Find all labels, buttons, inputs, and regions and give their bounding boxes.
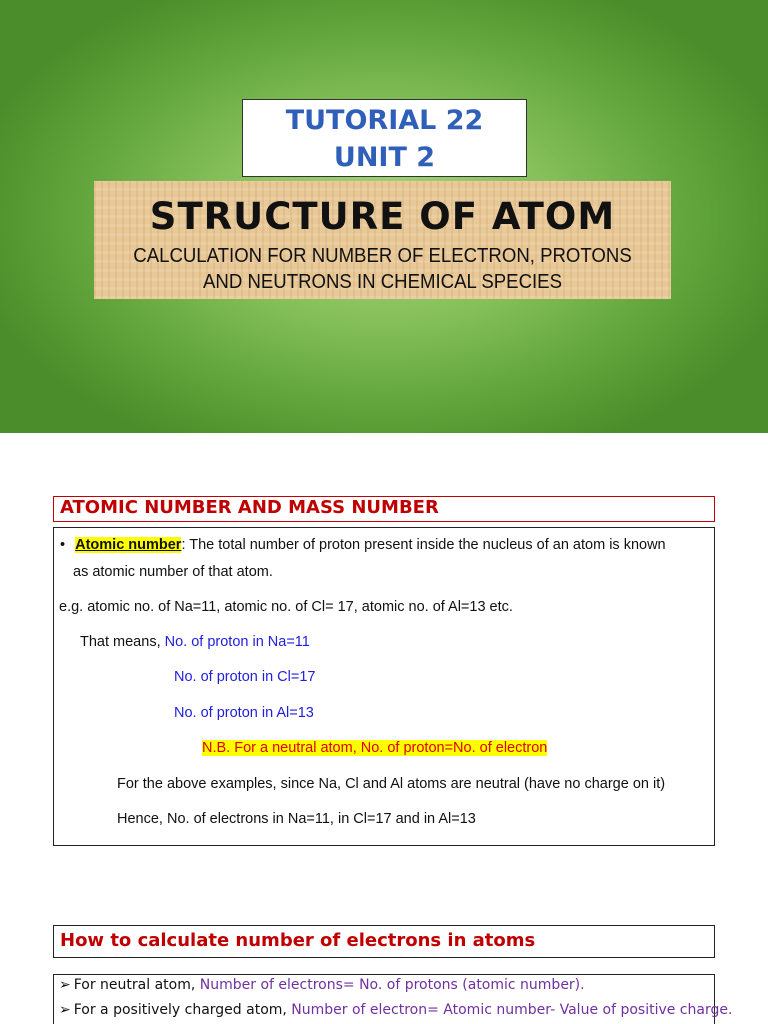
proton-al: No. of proton in Al=13 xyxy=(174,705,314,721)
proton-na: No. of proton in Na=11 xyxy=(164,634,310,650)
definition-line-1 xyxy=(60,537,666,553)
proton-cl: No. of proton in Cl=17 xyxy=(174,669,316,685)
list-item xyxy=(59,1002,732,1018)
definition-text-1: : The total number of proton present inside the nucleus of an atom is known xyxy=(181,537,666,553)
that-means-line xyxy=(80,634,310,650)
subtitle-line-1: CALCULATION FOR NUMBER OF ELECTRON, PROTONS xyxy=(133,245,632,267)
tutorial-number: TUTORIAL 22 xyxy=(285,105,484,136)
above-examples-line: For the above examples, since Na, Cl and Al atoms are neutral (have no charge on it) xyxy=(117,776,666,792)
neutral-atom-note: N.B. For a neutral atom, No. of proton=No. of electron xyxy=(202,740,548,756)
section-heading-electron-calc: How to calculate number of electrons in atoms xyxy=(53,925,715,958)
arrow-bullet-icon: ➢ xyxy=(59,1002,71,1018)
cover-slide xyxy=(0,0,768,433)
that-means-prefix: That means, xyxy=(80,634,165,650)
rule-prefix: For a positively charged atom, xyxy=(73,1002,292,1018)
rule-text: Number of electron= Atomic number- Value of positive charge. xyxy=(291,1002,733,1018)
unit-number: UNIT 2 xyxy=(333,142,436,173)
electron-rules-list xyxy=(53,974,733,1024)
page-title: STRUCTURE OF ATOM xyxy=(149,195,616,238)
subtitle-line-2: AND NEUTRONS IN CHEMICAL SPECIES xyxy=(203,271,562,293)
tutorial-box xyxy=(242,99,527,177)
list-item xyxy=(59,977,585,993)
arrow-bullet-icon: ➢ xyxy=(59,977,71,993)
hence-line: Hence, No. of electrons in Na=11, in Cl=17 and in Al=13 xyxy=(117,811,476,827)
term-atomic-number: Atomic number xyxy=(75,537,182,553)
atomic-number-content xyxy=(53,527,715,846)
bullet: • xyxy=(60,537,66,553)
section-heading-atomic-number: ATOMIC NUMBER AND MASS NUMBER xyxy=(53,496,715,522)
definition-line-2: as atomic number of that atom. xyxy=(73,564,273,580)
note-line xyxy=(202,740,547,756)
title-band xyxy=(94,181,671,299)
rule-text: Number of electrons= No. of protons (atomic number). xyxy=(199,977,585,993)
rule-prefix: For neutral atom, xyxy=(73,977,200,993)
example-line: e.g. atomic no. of Na=11, atomic no. of Cl= 17, atomic no. of Al=13 etc. xyxy=(59,599,513,615)
